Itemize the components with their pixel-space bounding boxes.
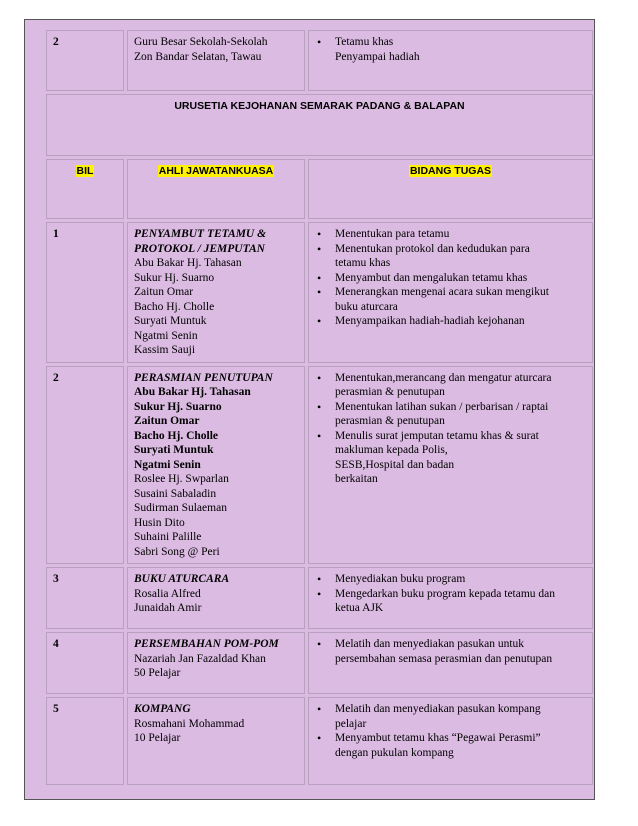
duties-cell xyxy=(308,366,593,565)
member-name: Zaitun Omar xyxy=(134,286,194,298)
duty-line: • Menyambut tetamu khas “Pegawai Perasmi” xyxy=(335,732,541,744)
member-name: Guru Besar Sekolah-Sekolah xyxy=(134,36,268,48)
bil-cell: 2 xyxy=(46,30,124,91)
document-page xyxy=(24,19,595,800)
duty-item xyxy=(335,285,586,314)
duty-item xyxy=(335,637,586,666)
member-name: Sukur Hj. Suarno xyxy=(134,271,215,284)
duty-item xyxy=(335,587,586,616)
member-name: Roslee Hj. Swparlan xyxy=(134,473,229,485)
ahli-cell xyxy=(127,697,305,785)
duty-line: pelajar xyxy=(335,717,367,730)
duty-line: • Menentukan latihan sukan / perbarisan / raptai xyxy=(335,400,549,413)
duty-line: • Menerangkan mengenai acara sukan mengikut xyxy=(335,286,549,298)
duties-cell xyxy=(308,222,593,363)
ahli-cell xyxy=(127,30,305,91)
duty-line: • Mengedarkan buku program kepada tetamu dan xyxy=(335,587,556,600)
member-name: Zon Bandar Selatan, Tawau xyxy=(134,50,262,63)
duty-line: • Menentukan protokol dan kedudukan para xyxy=(335,242,530,255)
member-name: Abu Bakar Hj. Tahasan xyxy=(134,386,251,398)
member-name: Sudirman Sulaeman xyxy=(134,502,227,514)
duty-list xyxy=(315,371,586,487)
duty-item xyxy=(335,314,586,329)
duty-item xyxy=(335,227,586,242)
member-name: Suhaini Palille xyxy=(134,531,202,543)
committee-title: PERSEMBAHAN POM-POM xyxy=(134,638,279,650)
committee-title: PENYAMBUT TETAMU & xyxy=(134,228,267,240)
member-name: Sukur Hj. Suarno xyxy=(134,400,222,413)
duty-line: • Menulis surat jemputan tetamu khas & surat xyxy=(335,429,539,442)
member-name: Husin Dito xyxy=(134,516,185,529)
duty-line: • Melatih dan menyediakan pasukan untuk xyxy=(335,638,525,650)
member-name: Suryati Muntuk xyxy=(134,444,214,456)
duty-line: ketua AJK xyxy=(335,602,384,614)
header-ahli-label: AHLI JAWATANKUASA xyxy=(158,165,274,177)
duty-item xyxy=(335,572,586,587)
duties-cell xyxy=(308,567,593,629)
duty-line: SESB,Hospital dan badan xyxy=(335,458,455,471)
member-name: Rosalia Alfred xyxy=(134,587,201,600)
duty-list xyxy=(315,637,586,666)
duty-line: Penyampai hadiah xyxy=(335,50,420,63)
committee-title: PROTOKOL / JEMPUTAN xyxy=(134,242,265,255)
ahli-cell xyxy=(127,222,305,363)
table-row xyxy=(46,632,593,694)
member-name: Bacho Hj. Cholle xyxy=(134,300,215,313)
duty-item xyxy=(335,242,586,271)
duty-item xyxy=(335,702,586,731)
member-name: 50 Pelajar xyxy=(134,667,181,679)
bil-cell: 2 xyxy=(46,366,124,565)
duty-item xyxy=(335,271,586,286)
duty-list xyxy=(315,35,586,64)
member-name: Sabri Song @ Peri xyxy=(134,545,220,558)
bil-cell: 1 xyxy=(46,222,124,363)
duty-item xyxy=(335,400,586,429)
bil-cell: 4 xyxy=(46,632,124,694)
table-row xyxy=(46,366,593,565)
member-name: Junaidah Amir xyxy=(134,602,202,614)
duty-line: • Menyambut dan mengalukan tetamu khas xyxy=(335,271,528,284)
member-name: Bacho Hj. Cholle xyxy=(134,429,219,442)
member-name: Nazariah Jan Fazaldad Khan xyxy=(134,652,266,665)
committee-title: PERASMIAN PENUTUPAN xyxy=(134,371,273,384)
bil-cell: 5 xyxy=(46,697,124,785)
duty-line: buku aturcara xyxy=(335,300,398,313)
duty-line: • Melatih dan menyediakan pasukan kompang xyxy=(335,703,541,715)
table-row xyxy=(46,697,593,785)
ahli-cell xyxy=(127,632,305,694)
bil-cell: 3 xyxy=(46,567,124,629)
duties-cell xyxy=(308,697,593,785)
table-row xyxy=(46,222,593,363)
duty-list xyxy=(315,702,586,760)
section-title-row xyxy=(46,94,593,156)
member-name: 10 Pelajar xyxy=(134,732,181,744)
section-title: URUSETIA KEJOHANAN SEMARAK PADANG & BALAPAN xyxy=(46,94,593,156)
duty-list xyxy=(315,572,586,616)
duty-line: • Menentukan,merancang dan mengatur aturcara xyxy=(335,371,552,384)
header-bil xyxy=(46,159,124,219)
duty-line: • Menyampaikan hadiah-hadiah kejohanan xyxy=(335,315,525,327)
table-row xyxy=(46,30,593,91)
duty-line: tetamu khas xyxy=(335,257,391,269)
header-bidang-label: BIDANG TUGAS xyxy=(409,165,492,177)
member-name: Ngatmi Senin xyxy=(134,329,198,342)
committee-title: BUKU ATURCARA xyxy=(134,573,230,585)
member-name: Abu Bakar Hj. Tahasan xyxy=(134,257,242,269)
ahli-cell xyxy=(127,567,305,629)
header-ahli xyxy=(127,159,305,219)
header-row xyxy=(46,159,593,219)
ahli-cell xyxy=(127,366,305,565)
duties-cell xyxy=(308,632,593,694)
header-bil-label: BIL xyxy=(76,165,94,177)
header-bidang xyxy=(308,159,593,219)
member-name: Zaitun Omar xyxy=(134,415,200,427)
duty-line: persembahan semasa perasmian dan penutupan xyxy=(335,652,553,665)
duties-cell xyxy=(308,30,593,91)
committee-table xyxy=(43,27,596,788)
duty-line: • Menyediakan buku program xyxy=(335,573,466,585)
member-name: Kassim Sauji xyxy=(134,344,196,356)
member-name: Rosmahani Mohammad xyxy=(134,717,245,730)
duty-line: berkaitan xyxy=(335,473,378,485)
duty-line: perasmian & penutupan xyxy=(335,386,445,398)
duty-line: • Menentukan para tetamu xyxy=(335,228,450,240)
committee-title: KOMPANG xyxy=(134,703,191,715)
duty-list xyxy=(315,227,586,329)
duty-item xyxy=(335,35,586,64)
duty-line: • Tetamu khas xyxy=(335,36,394,48)
table-row xyxy=(46,567,593,629)
duty-line: makluman kepada Polis, xyxy=(335,444,448,456)
duty-item xyxy=(335,371,586,400)
duty-line: perasmian & penutupan xyxy=(335,415,445,427)
member-name: Susaini Sabaladin xyxy=(134,487,217,500)
duty-line: dengan pukulan kompang xyxy=(335,746,454,759)
duty-item xyxy=(335,429,586,487)
member-name: Ngatmi Senin xyxy=(134,458,201,471)
duty-item xyxy=(335,731,586,760)
member-name: Suryati Muntuk xyxy=(134,315,207,327)
